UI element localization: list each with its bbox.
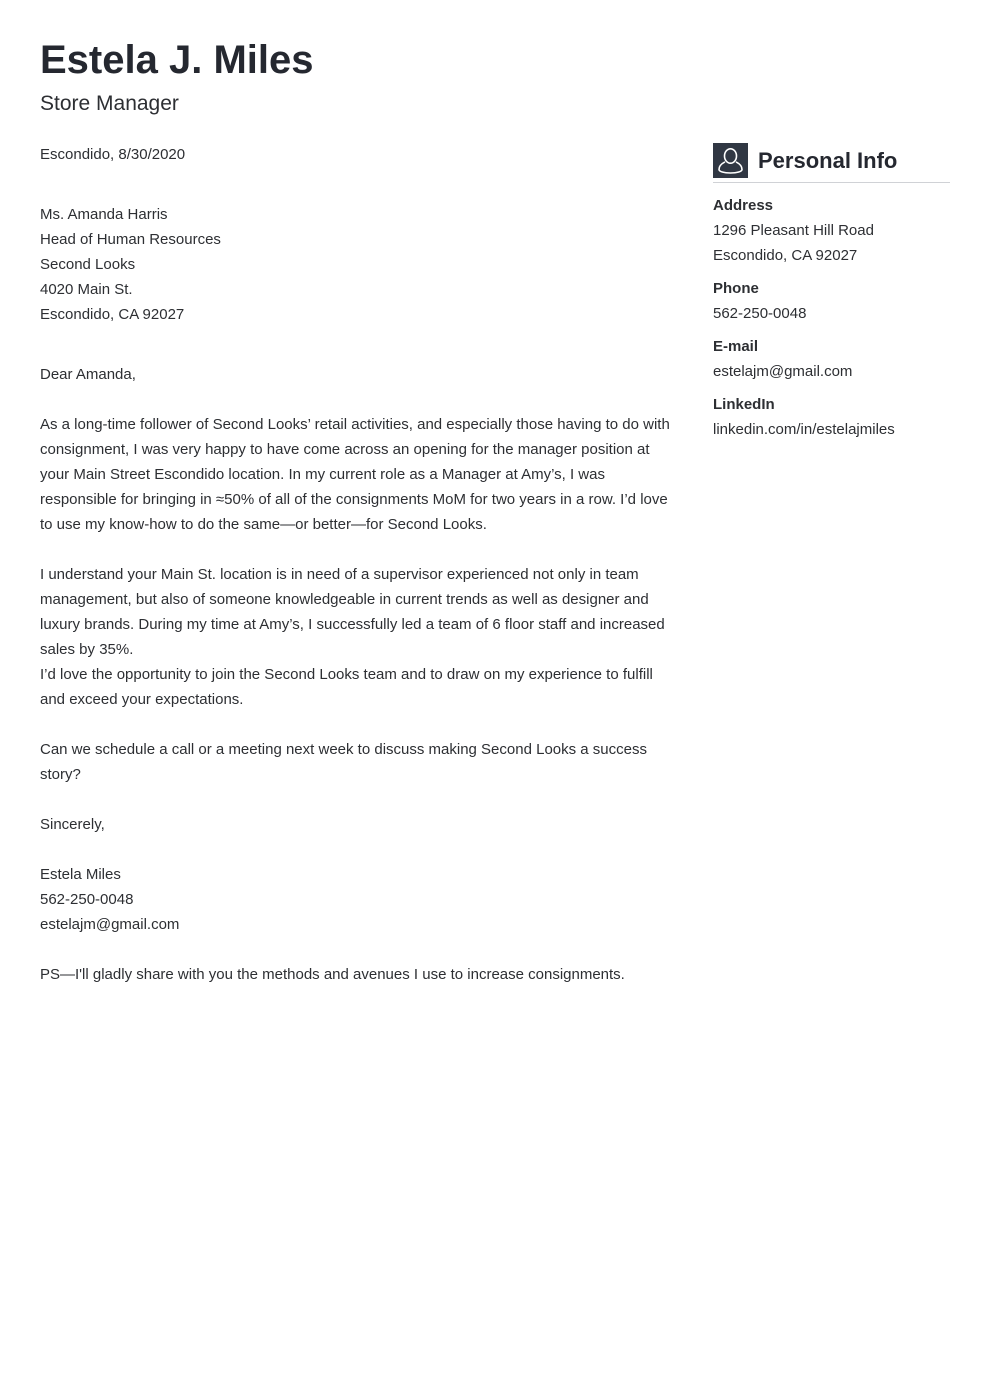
- salutation: Dear Amanda,: [40, 366, 136, 383]
- phone-value: 562-250-0048: [713, 305, 807, 322]
- phone-group: [713, 276, 950, 326]
- signature-email: estelajm@gmail.com: [40, 916, 180, 933]
- applicant-name: Estela J. Miles: [40, 38, 314, 82]
- signature-phone: 562-250-0048: [40, 891, 134, 908]
- recipient-name: Ms. Amanda Harris: [40, 206, 168, 223]
- linkedin-value: linkedin.com/in/estelajmiles: [713, 421, 895, 438]
- phone-label: Phone: [713, 280, 759, 297]
- postscript: PS—I'll gladly share with you the methods and avenues I use to increase consignments.: [40, 966, 625, 983]
- email-value: estelajm@gmail.com: [713, 363, 853, 380]
- date-line: Escondido, 8/30/2020: [40, 146, 186, 163]
- email-group: [713, 334, 950, 384]
- personal-info-sidebar: [713, 143, 950, 442]
- personal-info-header: [713, 143, 950, 183]
- job-title: Store Manager: [40, 92, 179, 115]
- linkedin-label: LinkedIn: [713, 396, 775, 413]
- address-line-1: 1296 Pleasant Hill Road: [713, 222, 874, 239]
- recipient-city: Escondido, CA 92027: [40, 306, 185, 323]
- address-group: [713, 193, 950, 268]
- person-icon: [713, 143, 748, 178]
- signature-name: Estela Miles: [40, 866, 121, 883]
- signature-block: [40, 862, 676, 937]
- email-label: E-mail: [713, 338, 759, 355]
- recipient-block: [40, 202, 676, 327]
- address-line-2: Escondido, CA 92027: [713, 247, 858, 264]
- personal-info-title: Personal Info: [758, 147, 898, 173]
- paragraph-opportunity: I’d love the opportunity to join the Second Looks team and to draw on my experience to fulfill and exceed your expectations.: [40, 666, 653, 708]
- paragraph-intro: As a long-time follower of Second Looks’ retail activities, and especially those having to do with consignment, I was very happy to have come across an opening for the manager position at your Main Street Escondido location. In my current role as a Manager at Amy’s, I was responsible for bringing in ≈50% of all of the consignments MoM for two years in a row. I’d love to use my know-how to do the same—or better—for Second Looks.: [40, 416, 670, 533]
- cover-letter-body: [40, 142, 676, 987]
- paragraph-experience: I understand your Main St. location is in need of a supervisor experienced not only in team management, but also of someone knowledgeable in current trends as well as designer and luxury brands. During my time at Amy’s, I successfully led a team of 6 floor staff and increased sales by 35%.: [40, 566, 665, 658]
- address-label: Address: [713, 197, 774, 214]
- recipient-street: 4020 Main St.: [40, 281, 133, 298]
- recipient-title: Head of Human Resources: [40, 231, 221, 248]
- recipient-company: Second Looks: [40, 256, 136, 273]
- linkedin-group: [713, 392, 950, 442]
- paragraph-call-to-action: Can we schedule a call or a meeting next week to discuss making Second Looks a success story?: [40, 741, 647, 783]
- closing: Sincerely,: [40, 816, 105, 833]
